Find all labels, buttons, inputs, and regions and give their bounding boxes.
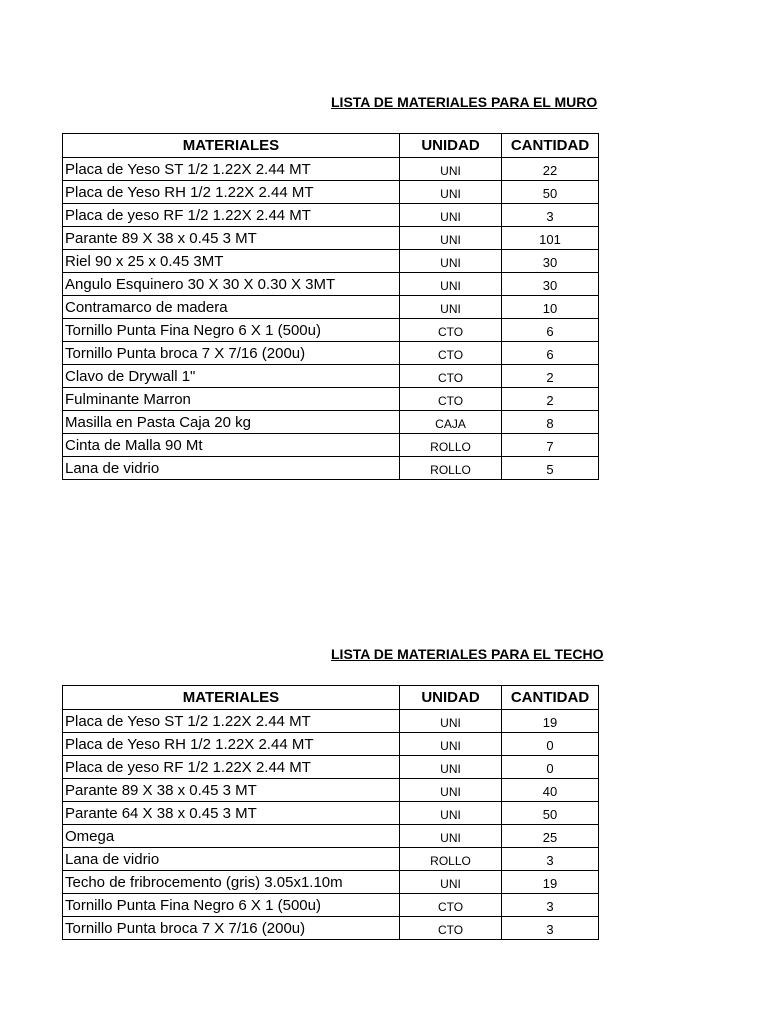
unidad-cell: CTO [400,917,502,940]
unidad-cell: UNI [400,710,502,733]
table-row [63,848,599,871]
table-row [63,710,599,733]
cantidad-cell: 101 [502,227,599,250]
material-cell: Parante 64 X 38 x 0.45 3 MT [63,802,400,825]
cantidad-cell: 22 [502,158,599,181]
unidad-cell: UNI [400,227,502,250]
table-row [63,434,599,457]
unidad-cell: ROLLO [400,457,502,480]
table-row [63,342,599,365]
unidad-cell: ROLLO [400,848,502,871]
unidad-cell: CTO [400,342,502,365]
header-materiales: MATERIALES [63,686,400,710]
unidad-cell: UNI [400,158,502,181]
table-row [63,733,599,756]
cantidad-cell: 7 [502,434,599,457]
material-cell: Placa de Yeso ST 1/2 1.22X 2.44 MT [63,158,400,181]
unidad-cell: UNI [400,825,502,848]
table-row [63,319,599,342]
table-row [63,917,599,940]
table-row [63,756,599,779]
material-cell: Placa de Yeso RH 1/2 1.22X 2.44 MT [63,733,400,756]
techo-table-body [63,710,599,940]
table-row [63,158,599,181]
material-cell: Clavo de Drywall 1" [63,365,400,388]
unidad-cell: UNI [400,733,502,756]
header-unidad: UNIDAD [400,686,502,710]
cantidad-cell: 19 [502,710,599,733]
table-row [63,411,599,434]
table-header-row [63,134,599,158]
material-cell: Tornillo Punta Fina Negro 6 X 1 (500u) [63,319,400,342]
unidad-cell: CTO [400,365,502,388]
muro-title: LISTA DE MATERIALES PARA EL MURO [331,94,598,110]
material-cell: Parante 89 X 38 x 0.45 3 MT [63,227,400,250]
unidad-cell: UNI [400,181,502,204]
cantidad-cell: 50 [502,181,599,204]
material-cell: Lana de vidrio [63,457,400,480]
table-row [63,365,599,388]
material-cell: Tornillo Punta Fina Negro 6 X 1 (500u) [63,894,400,917]
table-row [63,802,599,825]
cantidad-cell: 2 [502,365,599,388]
cantidad-cell: 3 [502,917,599,940]
table-row [63,181,599,204]
unidad-cell: UNI [400,250,502,273]
cantidad-cell: 0 [502,756,599,779]
cantidad-cell: 5 [502,457,599,480]
material-cell: Omega [63,825,400,848]
table-row [63,250,599,273]
table-row [63,457,599,480]
table-row [63,779,599,802]
cantidad-cell: 6 [502,319,599,342]
material-cell: Placa de yeso RF 1/2 1.22X 2.44 MT [63,204,400,227]
cantidad-cell: 3 [502,894,599,917]
table-header-row [63,686,599,710]
cantidad-cell: 30 [502,273,599,296]
unidad-cell: UNI [400,871,502,894]
cantidad-cell: 0 [502,733,599,756]
material-cell: Contramarco de madera [63,296,400,319]
unidad-cell: UNI [400,802,502,825]
unidad-cell: ROLLO [400,434,502,457]
techo-title: LISTA DE MATERIALES PARA EL TECHO [331,646,604,662]
unidad-cell: CAJA [400,411,502,434]
table-row [63,296,599,319]
unidad-cell: UNI [400,204,502,227]
cantidad-cell: 50 [502,802,599,825]
table-row [63,227,599,250]
table-row [63,894,599,917]
header-materiales: MATERIALES [63,134,400,158]
header-unidad: UNIDAD [400,134,502,158]
unidad-cell: UNI [400,296,502,319]
cantidad-cell: 3 [502,848,599,871]
cantidad-cell: 8 [502,411,599,434]
cantidad-cell: 25 [502,825,599,848]
material-cell: Tornillo Punta broca 7 X 7/16 (200u) [63,917,400,940]
header-cantidad: CANTIDAD [502,134,599,158]
cantidad-cell: 6 [502,342,599,365]
cantidad-cell: 30 [502,250,599,273]
cantidad-cell: 40 [502,779,599,802]
material-cell: Parante 89 X 38 x 0.45 3 MT [63,779,400,802]
material-cell: Tornillo Punta broca 7 X 7/16 (200u) [63,342,400,365]
muro-materials-table [62,133,599,480]
unidad-cell: UNI [400,779,502,802]
material-cell: Fulminante Marron [63,388,400,411]
unidad-cell: UNI [400,756,502,779]
cantidad-cell: 2 [502,388,599,411]
table-row [63,273,599,296]
table-row [63,825,599,848]
material-cell: Masilla en Pasta Caja 20 kg [63,411,400,434]
material-cell: Placa de yeso RF 1/2 1.22X 2.44 MT [63,756,400,779]
unidad-cell: CTO [400,894,502,917]
material-cell: Riel 90 x 25 x 0.45 3MT [63,250,400,273]
cantidad-cell: 19 [502,871,599,894]
cantidad-cell: 10 [502,296,599,319]
material-cell: Placa de Yeso ST 1/2 1.22X 2.44 MT [63,710,400,733]
table-row [63,871,599,894]
material-cell: Cinta de Malla 90 Mt [63,434,400,457]
table-row [63,204,599,227]
cantidad-cell: 3 [502,204,599,227]
muro-table-body [63,158,599,480]
material-cell: Placa de Yeso RH 1/2 1.22X 2.44 MT [63,181,400,204]
material-cell: Angulo Esquinero 30 X 30 X 0.30 X 3MT [63,273,400,296]
techo-materials-table [62,685,599,940]
material-cell: Lana de vidrio [63,848,400,871]
unidad-cell: UNI [400,273,502,296]
material-cell: Techo de fribrocemento (gris) 3.05x1.10m [63,871,400,894]
header-cantidad: CANTIDAD [502,686,599,710]
unidad-cell: CTO [400,388,502,411]
unidad-cell: CTO [400,319,502,342]
table-row [63,388,599,411]
